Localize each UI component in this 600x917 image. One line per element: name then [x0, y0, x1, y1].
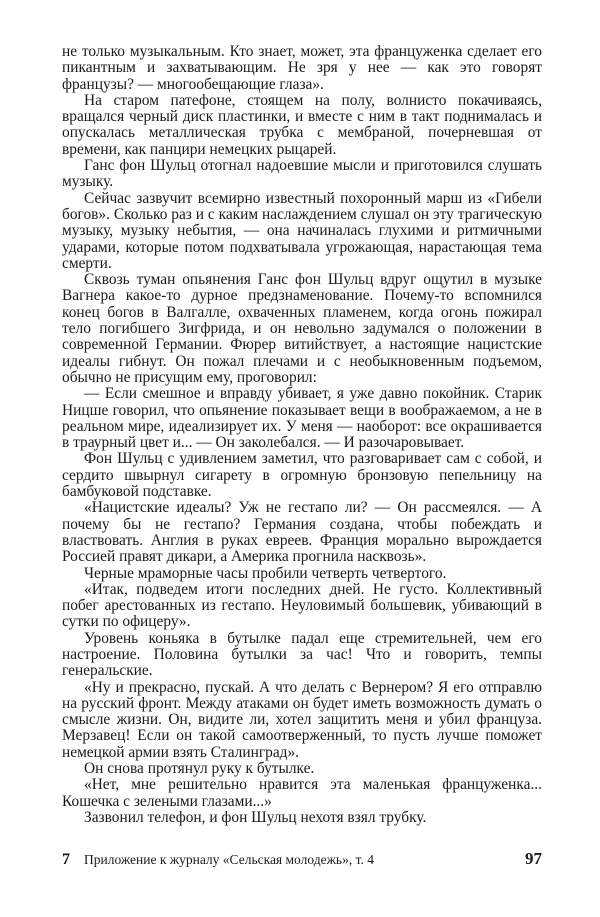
paragraph-15: Зазвонил телефон, и фон Шульц нехотя взял трубку.	[84, 808, 427, 826]
paragraph-3: Ганс фон Шульц отогнал надоевшие мысли и приготовился слушать музыку.	[62, 157, 542, 191]
paragraph-10: «Итак, подведем итоги последних дней. Не густо. Коллективный побег арестованных из гестапо. Неуловимый большевик, убивающий в сутки по офицеру».	[62, 580, 542, 631]
paragraph-5: Сквозь туман опьянения Ганс фон Шульц вдруг ощутил в музыке Вагнера какое-то дурное предзнаменование. Почему-то вспомнился конец богов в Валгалле, охваченных пламенем, когда огонь пожирал тело погибшего Зигфрида, и он невольно задумался о положении в современной Германии. Фюрер витийствует, а настоящие нацистские идеалы гибнут. Он пожал плечами и с необыкновенным подъемом, обычно не присущим ему, проговорил:	[62, 271, 542, 386]
text-body	[62, 44, 542, 826]
paragraph-1: не только музыкальным. Кто знает, может, эта француженка сделает его пикантным и захватывающим. Не зря у нее — как это говорят французы? — многообещающие глаза».	[62, 43, 542, 93]
paragraph-11: Уровень коньяка в бутылке падал еще стремительней, чем его настроение. Половина бутылки за час! Что и говорить, темпы генеральские.	[62, 629, 542, 680]
paragraph-4: Сейчас зазвучит всемирно известный похоронный марш из «Гибели богов». Сколько раз и с каким наслаждением слушал он эту трагическую музыку, музыку небытия, — она начиналась глухими и ритмичными ударами, которые потом подхватывала угрожающая, нарастающая тема смерти.	[62, 189, 542, 272]
paragraph-7: Фон Шульц с удивлением заметил, что разговаривает сам с собой, и сердито швырнул сигарету в огромную бронзовую пепельницу на бамбуковой подставке.	[62, 450, 542, 501]
page-footer	[62, 849, 542, 869]
paragraph-13: Он снова протянул руку к бутылке.	[84, 760, 315, 778]
signature-mark: 7	[62, 851, 70, 868]
journal-note: Приложение к журналу «Сельская молодежь», т. 4	[84, 852, 374, 867]
paragraph-12: «Ну и прекрасно, пускай. А что делать с Вернером? Я его отправлю на русский фронт. Между атаками он будет иметь возможность думать о смысле жизни. Он, видите ли, хотел защитить меня и убил француза. Мерзавец! Если он такой самоотверженный, то пусть лучше поможет немецкой армии взять Сталинград».	[62, 678, 542, 761]
paragraph-2: На старом патефоне, стоящем на полу, волнисто покачиваясь, вращался черный диск пластинки, и вместе с ним в такт поднималась и опускалась металлическая трубка с мембраной, почерневшая от времени, как панцири немецких рыцарей.	[62, 91, 542, 158]
page-number: 97	[525, 849, 542, 868]
paragraph-9: Черные мраморные часы пробили четверть четвертого.	[84, 564, 447, 582]
paragraph-14: «Нет, мне решительно нравится эта маленькая француженка... Кошечка с зелеными глазами...»	[62, 776, 542, 810]
paragraph-6: — Если смешное и вправду убивает, я уже давно покойник. Старик Ницше говорил, что опьянение показывает вещи в воображаемом, а не в реальном мире, идеализирует их. У меня — наоборот: все окрашивается в траурный цвет и... — Он заколебался. — И разочаровывает.	[62, 385, 542, 452]
paragraph-8: «Нацистские идеалы? Уж не гестапо ли? — Он рассмеялся. — А почему бы не гестапо? Германия создана, чтобы побеждать и властвовать. Англия в руках евреев. Франция морально вырождается Россией правят дикари, а Америка прогнила насквозь».	[62, 499, 542, 566]
